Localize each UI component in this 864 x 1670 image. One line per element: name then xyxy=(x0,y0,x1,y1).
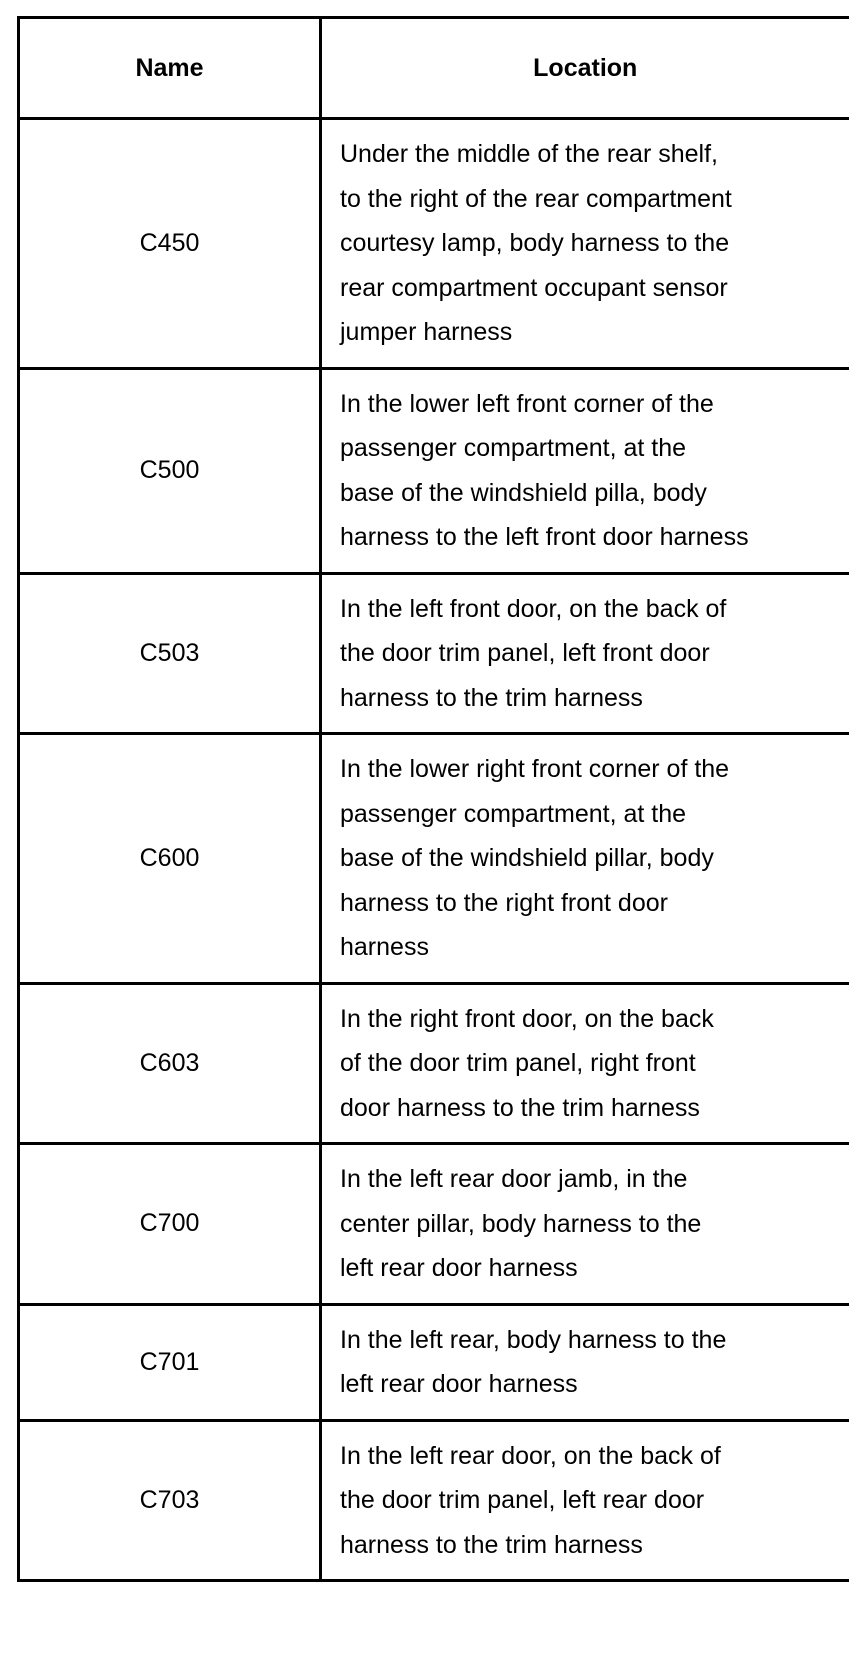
table-row xyxy=(19,734,849,984)
table-header-row xyxy=(19,18,849,119)
connector-location: In the lower right front corner of the passenger compartment, at the base of the windshield pillar, body harness to the right front door harness xyxy=(321,734,849,984)
connector-location: In the right front door, on the back of the door trim panel, right front door harness to the trim harness xyxy=(321,983,849,1144)
connector-name: C500 xyxy=(19,368,321,573)
connector-location: In the lower left front corner of the passenger compartment, at the base of the windshield pilla, body harness to the left front door harness xyxy=(321,368,849,573)
connector-name: C603 xyxy=(19,983,321,1144)
table-row xyxy=(19,368,849,573)
connector-location-table xyxy=(17,16,849,1582)
header-location: Location xyxy=(321,18,849,119)
connector-location: In the left rear, body harness to the left rear door harness xyxy=(321,1304,849,1420)
table-row xyxy=(19,573,849,734)
connector-name: C503 xyxy=(19,573,321,734)
connector-location: In the left rear door, on the back of the door trim panel, left rear door harness to the trim harness xyxy=(321,1420,849,1581)
table-row xyxy=(19,119,849,369)
header-name: Name xyxy=(19,18,321,119)
connector-name: C700 xyxy=(19,1144,321,1305)
table-row xyxy=(19,983,849,1144)
connector-location: In the left front door, on the back of the door trim panel, left front door harness to the trim harness xyxy=(321,573,849,734)
table-row xyxy=(19,1144,849,1305)
connector-location: Under the middle of the rear shelf, to the right of the rear compartment courtesy lamp, body harness to the rear compartment occupant sensor jumper harness xyxy=(321,119,849,369)
connector-name: C701 xyxy=(19,1304,321,1420)
table-row xyxy=(19,1420,849,1581)
connector-name: C703 xyxy=(19,1420,321,1581)
table-row xyxy=(19,1304,849,1420)
connector-name: C600 xyxy=(19,734,321,984)
connector-name: C450 xyxy=(19,119,321,369)
connector-location: In the left rear door jamb, in the center pillar, body harness to the left rear door harness xyxy=(321,1144,849,1305)
